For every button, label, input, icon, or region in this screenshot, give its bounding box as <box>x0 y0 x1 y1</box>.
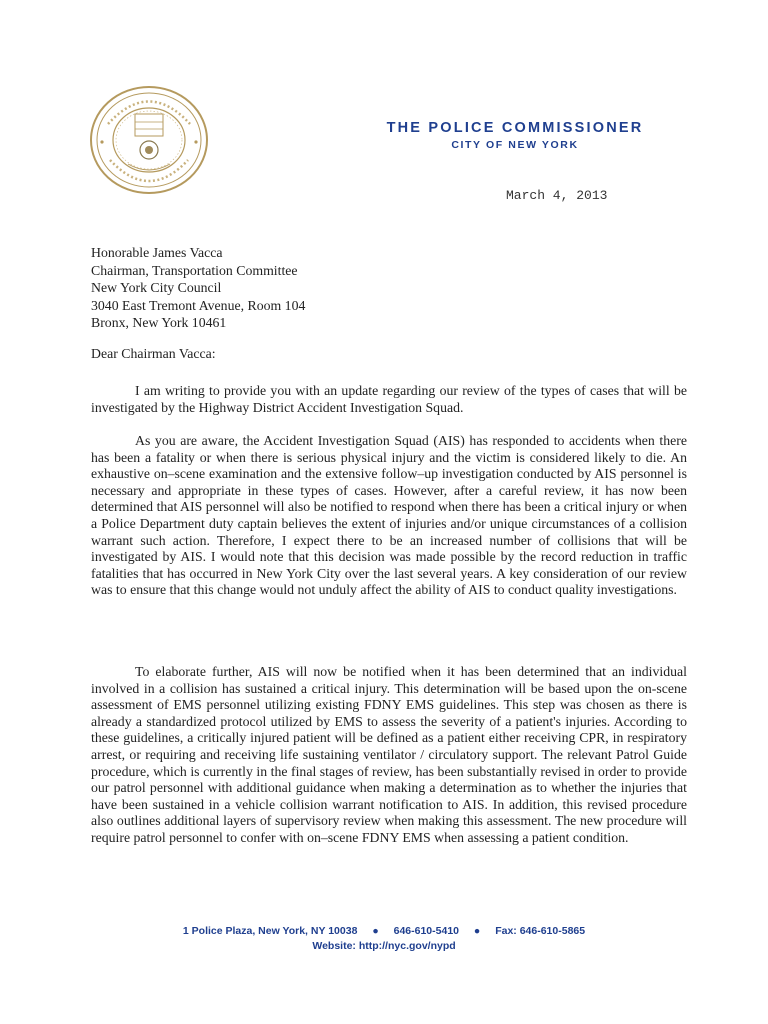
nypd-seal-icon <box>88 84 210 196</box>
letterhead <box>300 120 730 151</box>
bullet-separator-icon: ● <box>372 925 379 937</box>
recipient-line: New York City Council <box>91 280 222 296</box>
salutation: Dear Chairman Vacca: <box>91 346 216 361</box>
letterhead-subtitle: CITY OF NEW YORK <box>451 139 579 151</box>
recipient-line: Honorable James Vacca <box>91 245 223 260</box>
recipient-line: 3040 East Tremont Avenue, Room 104 <box>91 297 306 313</box>
footer-website: Website: http://nyc.gov/nypd <box>312 940 456 952</box>
recipient-line: Chairman, Transportation Committee <box>91 262 298 278</box>
footer-phone: 646-610-5410 <box>393 925 459 937</box>
footer-fax: Fax: 646-610-5865 <box>495 925 586 937</box>
footer-contact-line <box>0 924 768 939</box>
letterhead-footer <box>0 924 768 954</box>
letterhead-title: THE POLICE COMMISSIONER <box>386 120 644 136</box>
body-paragraph: I am writing to provide you with an update regarding our review of the types of cases that will be investigated by the Highway District Accident Investigation Squad. <box>91 383 687 415</box>
recipient-address <box>91 244 305 332</box>
recipient-line: Bronx, New York 10461 <box>91 315 227 331</box>
body-paragraph: To elaborate further, AIS will now be notified when it has been determined that an individual involved in a collision has sustained a critical injury. This determination will be based upon the on-scene assessment of EMS personnel utilizing existing FDNY EMS guidelines. This step was chosen as there is already a standardized protocol utilized by EMS to assess the severity of a patient's injuries. According to these guidelines, a critically injured patient will be defined as a patient either receiving CPR, in respiratory arrest, or requiring and receiving life sustaining ventilator / circulatory support. The relevant Patrol Guide procedure, which is currently in the final stages of review, has been substantially revised in order to provide our patrol personnel with additional guidance when making a determination as to whether the injuries that have been sustained in a vehicle collision warrant notification to AIS. In addition, this revised procedure also outlines additional layers of supervisory review when making this assessment. The new procedure will require patrol personnel to confer with on–scene FDNY EMS when assessing a patient condition. <box>91 664 687 845</box>
footer-address: 1 Police Plaza, New York, NY 10038 <box>182 925 358 937</box>
bullet-separator-icon: ● <box>473 925 481 937</box>
body-paragraph: As you are aware, the Accident Investigation Squad (AIS) has responded to accidents when there has been a fatality or when there is serious physical injury and the victim is considered likely to die. An exhaustive on–scene examination and the extensive follow–up investigation conducted by AIS personnel is necessary and appropriate in these types of cases. However, after a careful review, it has now been determined that AIS personnel will also be notified to respond when there has been a critical injury or when a Police Department duty captain believes the extent of injuries and/or unique circumstances of a collision warrant such action. Therefore, I expect there to be an increased number of collisions that will be investigated by AIS. I would note that this decision was made possible by the record reduction in traffic fatalities that has occurred in New York City over the last several years. A key consideration of our review was to ensure that this change would not unduly affect the ability of AIS to conduct quality investigations. <box>91 433 687 598</box>
letter-date: March 4, 2013 <box>506 188 608 203</box>
